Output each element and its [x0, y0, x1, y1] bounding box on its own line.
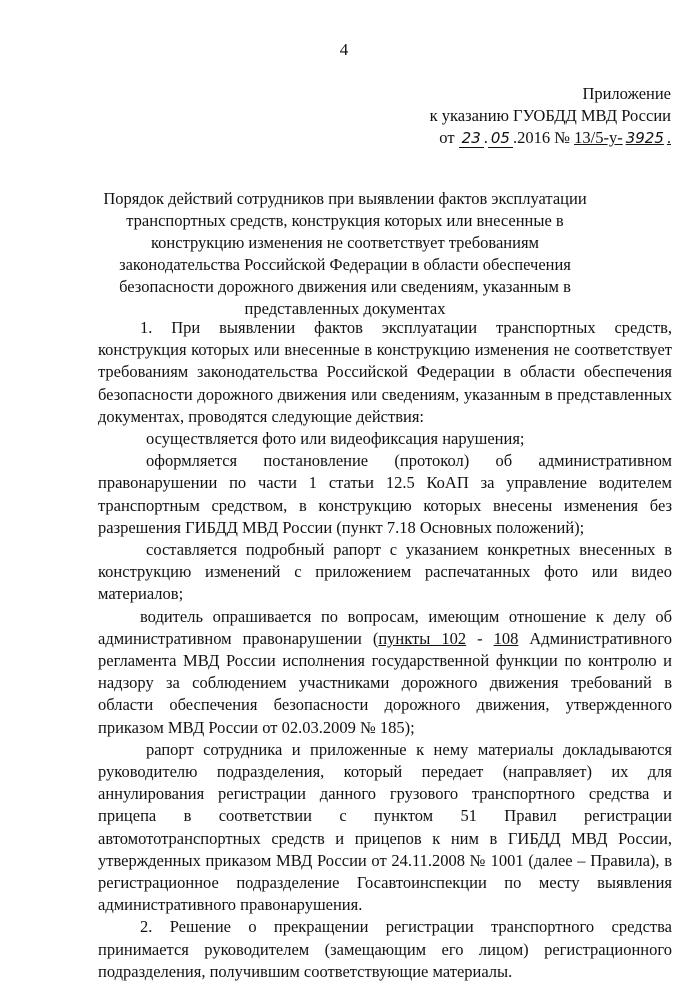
handwritten-number: 3925 — [625, 129, 664, 147]
doc-number-end: . — [666, 128, 671, 147]
handwritten-month: 05 — [488, 129, 513, 148]
paragraph-7: 2. Решение о прекращении регистрации транспортного средства принимается руководителем (замещающим его лицом) регистрационного подразделения, получившим соответствующие материалы. — [98, 917, 672, 981]
appendix-header — [430, 83, 671, 149]
paragraph-6: рапорт сотрудника и приложенные к нему материалы докладываются руководителю подразделения, который передает (направляет) их для аннулирования регистрации данного грузового транспортного средства и прицепа в соответствии с пунктом 51 Правил регистрации автомототранспортных средств и прицепов к ним в ГИБДД МВД России, утвержденных приказом МВД России от 24.11.2008 № 1001 (далее – Правила), в регистрационное подразделение Госавтоинспекции по месту выявления административного правонарушения. — [98, 739, 672, 915]
doc-number-printed: 13/5-у- — [574, 128, 623, 147]
appendix-label: Приложение — [582, 84, 671, 103]
appendix-date-number: от 23 . 05 .2016 № 13/5-у- 3925 . — [439, 128, 671, 147]
date-year: .2016 № — [512, 128, 570, 147]
link-108[interactable]: 108 — [493, 628, 519, 648]
document-title: Порядок действий сотрудников при выявлении фактов эксплуатации транспортных средств, конструкция которых или внесенные в конструкцию изменения не соответствует требованиям законодательства Российской Федерации в области обеспечения безопасности дорожного движения или сведениям, указанным в представленных документах — [103, 189, 587, 318]
paragraph-4: составляется подробный рапорт с указанием конкретных внесенных в конструкцию изменений с приложением распечатанных фото или видео материалов; — [98, 540, 672, 604]
paragraph-3: оформляется постановление (протокол) об административном правонарушении по части 1 статьи 12.5 КоАП за управление водителем транспортным средством, в конструкцию которых внесены изменения без разрешения ГИБДД МВД России (пункт 7.18 Основных положений); — [98, 451, 672, 537]
doc-number — [574, 128, 671, 147]
appendix-reference: к указанию ГУОБДД МВД России — [429, 106, 671, 125]
document-body — [98, 317, 672, 983]
paragraph-1: 1. При выявлении фактов эксплуатации транспортных средств, конструкция которых или внесенные в конструкцию изменения не соответствует требованиям законодательства Российской Федерации в области обеспечения безопасности дорожного движения или сведениям, указанным в представленных документах, проводятся следующие действия: — [98, 318, 672, 426]
paragraph-5-dash: - — [466, 628, 494, 648]
paragraph-2: осуществляется фото или видеофиксация нарушения; — [146, 429, 525, 449]
paragraph-5 — [98, 606, 672, 739]
paragraph-5-start: водитель опрашивается по вопросам, имеющим отношение к делу об административном правонарушении ( — [98, 606, 672, 648]
link-pункты-102[interactable]: пункты 102 — [378, 628, 467, 648]
paragraph-5-end: Административного регламента МВД России исполнения государственной функции по контролю и надзору за соблюдением участниками дорожного движения требований в области обеспечения безопасности дорожного движения, утвержденного приказом МВД России от 02.03.2009 № 185); — [98, 628, 672, 737]
page-number: 4 — [339, 40, 349, 59]
handwritten-day: 23 — [459, 129, 484, 148]
date-prefix: от — [439, 128, 455, 147]
